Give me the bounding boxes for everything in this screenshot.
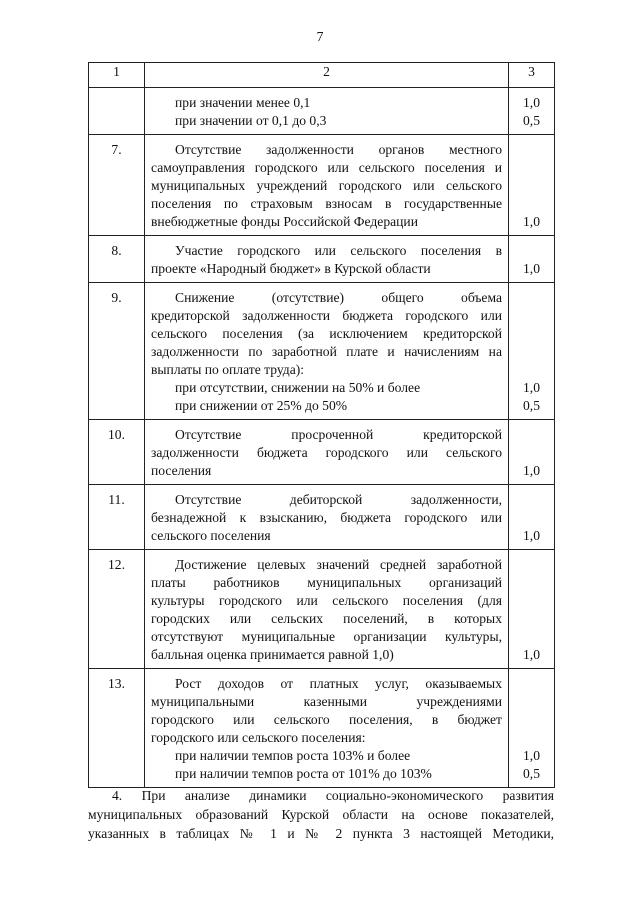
criterion-text-line: кредиторской задолженности бюджета городского или [151, 308, 502, 323]
criterion-option: при наличии темпов роста от 101% до 103% [175, 766, 432, 781]
table-header-row [89, 63, 555, 88]
score-spacer [509, 729, 554, 747]
score-spacer [509, 444, 554, 462]
criterion-description [145, 669, 509, 788]
criterion-text-line: платы работников муниципальных организаций [151, 575, 502, 590]
score-value: 0,5 [523, 398, 540, 413]
criterion-text-line: задолженности бюджета городского или сельского [151, 445, 502, 460]
criterion-description [145, 485, 509, 550]
criterion-text-line: муниципальными казенными учреждениями [151, 694, 502, 709]
criterion-option: при отсутствии, снижении на 50% и более [175, 380, 421, 395]
criterion-text-line: внебюджетные фонды Российской Федерации [151, 214, 418, 229]
paragraph-line: муниципальных образований Курской области на основе показателей, [88, 807, 554, 822]
score-spacer [509, 343, 554, 361]
criterion-description [145, 236, 509, 283]
score-cell [509, 236, 555, 283]
paragraph-line: указанных в таблицах № 1 и № 2 пункта 3 настоящей Методики, [88, 826, 554, 841]
score-cell [509, 88, 555, 135]
score-value: 1,0 [523, 380, 540, 395]
score-spacer [509, 361, 554, 379]
row-number: 11. [89, 485, 145, 550]
column-header-1: 1 [89, 63, 145, 88]
score-spacer [509, 711, 554, 729]
criterion-text-line: поселения [151, 463, 212, 478]
score-spacer [509, 628, 554, 646]
score-spacer [509, 289, 554, 307]
criterion-text-line: самоуправления городского или сельского поселения и [151, 160, 502, 175]
column-header-3: 3 [509, 63, 555, 88]
criterion-option: при значении от 0,1 до 0,3 [175, 113, 327, 128]
column-header-2: 2 [145, 63, 509, 88]
score-cell [509, 283, 555, 420]
score-spacer [509, 426, 554, 444]
table-row [89, 283, 555, 420]
criterion-text-line: Рост доходов от платных услуг, оказываемых [175, 676, 502, 691]
table-row [89, 88, 555, 135]
criterion-text-line: Участие городского или сельского поселения в [175, 243, 502, 258]
score-spacer [509, 693, 554, 711]
score-cell [509, 550, 555, 669]
score-value: 1,0 [523, 647, 540, 662]
table-row [89, 135, 555, 236]
score-spacer [509, 610, 554, 628]
criterion-option: при значении менее 0,1 [175, 95, 311, 110]
score-spacer [509, 159, 554, 177]
score-spacer [509, 242, 554, 260]
score-cell [509, 485, 555, 550]
score-spacer [509, 675, 554, 693]
body-paragraph [88, 786, 554, 843]
score-spacer [509, 307, 554, 325]
row-number: 13. [89, 669, 145, 788]
score-value: 1,0 [523, 528, 540, 543]
paragraph-line: 4. При анализе динамики социально-экономического развития [112, 788, 554, 803]
row-number: 10. [89, 420, 145, 485]
criterion-description [145, 88, 509, 135]
criterion-text-line: выплаты по оплате труда): [151, 362, 305, 377]
score-cell [509, 669, 555, 788]
criterion-option: при наличии темпов роста 103% и более [175, 748, 411, 763]
criteria-table [88, 62, 555, 788]
score-value: 1,0 [523, 463, 540, 478]
criterion-text-line: муниципальных учреждений городского или сельского [151, 178, 502, 193]
score-spacer [509, 592, 554, 610]
row-number: 12. [89, 550, 145, 669]
table-row [89, 550, 555, 669]
score-spacer [509, 574, 554, 592]
row-number: 7. [89, 135, 145, 236]
criterion-text-line: проекте «Народный бюджет» в Курской области [151, 261, 431, 276]
criterion-text-line: балльная оценка принимается равной 1,0) [151, 647, 394, 662]
criterion-text-line: Достижение целевых значений средней заработной [175, 557, 502, 572]
criterion-text-line: городских или сельских поселений, в которых [151, 611, 502, 626]
criterion-text-line: поселения по страховым взносам в государственные [151, 196, 502, 211]
table-row [89, 485, 555, 550]
score-spacer [509, 177, 554, 195]
criterion-text-line: Отсутствие дебиторской задолженности, [175, 492, 502, 507]
table-row [89, 420, 555, 485]
score-spacer [509, 195, 554, 213]
score-value: 0,5 [523, 113, 540, 128]
criterion-text-line: сельского поселения (за исключением кредиторской [151, 326, 502, 341]
score-spacer [509, 556, 554, 574]
score-spacer [509, 141, 554, 159]
criterion-text-line: Отсутствие просроченной кредиторской [175, 427, 502, 442]
criterion-text-line: безнадежной к взысканию, бюджета городского или [151, 510, 502, 525]
criterion-text-line: задолженности по заработной плате и начислениям на [151, 344, 502, 359]
criterion-description [145, 420, 509, 485]
row-number [89, 88, 145, 135]
criterion-text-line: сельского поселения [151, 528, 271, 543]
criterion-option: при снижении от 25% до 50% [175, 398, 348, 413]
score-cell [509, 135, 555, 236]
criterion-description [145, 283, 509, 420]
row-number: 8. [89, 236, 145, 283]
score-spacer [509, 325, 554, 343]
criterion-description [145, 135, 509, 236]
score-spacer [509, 509, 554, 527]
page-number: 7 [316, 29, 324, 44]
score-cell [509, 420, 555, 485]
score-spacer [509, 491, 554, 509]
criterion-description [145, 550, 509, 669]
criterion-text-line: культуры городского или сельского поселения (для [151, 593, 502, 608]
table-row [89, 236, 555, 283]
criterion-text-line: городского или сельского поселения, в бюджет [151, 712, 502, 727]
criterion-text-line: отсутствуют муниципальные организации культуры, [151, 629, 502, 644]
score-value: 1,0 [523, 95, 540, 110]
score-value: 1,0 [523, 748, 540, 763]
criterion-text-line: Снижение (отсутствие) общего объема [175, 290, 502, 305]
score-value: 0,5 [523, 766, 540, 781]
criterion-text-line: городского или сельского поселения: [151, 730, 366, 745]
row-number: 9. [89, 283, 145, 420]
score-value: 1,0 [523, 261, 540, 276]
table-row [89, 669, 555, 788]
criterion-text-line: Отсутствие задолженности органов местного [175, 142, 502, 157]
score-value: 1,0 [523, 214, 540, 229]
